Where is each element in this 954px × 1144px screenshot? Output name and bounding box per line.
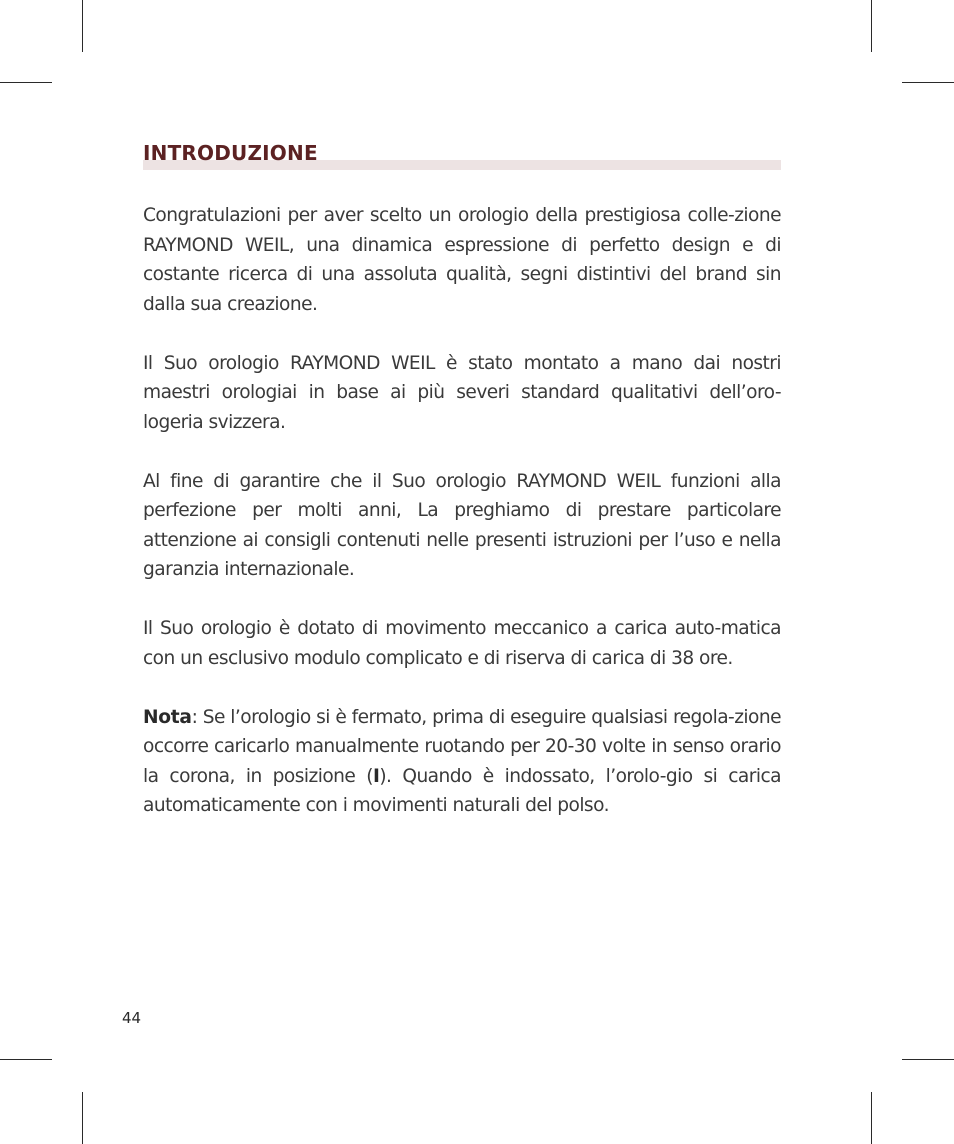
crop-mark-bottom-left-horizontal [0, 1059, 52, 1060]
note-paragraph [143, 703, 781, 821]
crop-mark-bottom-right-horizontal [902, 1059, 954, 1060]
crop-mark-bottom-right-vertical [871, 1092, 872, 1144]
crop-mark-top-left-vertical [82, 0, 83, 52]
section-header [143, 140, 781, 172]
note-text-after: ). Quando è indossato, l’orolo-gio si carica automaticamente con i movimenti naturali del polso. [143, 765, 781, 816]
section-title: INTRODUZIONE [143, 141, 318, 165]
page-number: 44 [122, 1009, 142, 1027]
crown-position: I [372, 765, 380, 787]
note-text-before: : Se l’orologio si è fermato, prima di eseguire qualsiasi regola-zione occorre caricarlo manualmente ruotando per 20-30 volte in senso orario la corona, in posizione ( [143, 706, 781, 787]
note-label: Nota [143, 706, 192, 728]
crop-mark-top-right-horizontal [902, 82, 954, 83]
paragraph-movement: Il Suo orologio è dotato di movimento meccanico a carica auto-matica con un esclusivo modulo complicato e di riserva di carica di 38 ore. [143, 618, 781, 669]
crop-mark-bottom-left-vertical [82, 1092, 83, 1144]
crop-mark-top-left-horizontal [0, 82, 52, 83]
paragraph-care-advice: Al fine di garantire che il Suo orologio RAYMOND WEIL funzioni alla perfezione per molti anni, La preghiamo di prestare particolare attenzione ai consigli contenuti nelle presenti istruzioni per l’uso e nella garanzia internazionale. [143, 470, 781, 580]
crop-mark-top-right-vertical [871, 0, 872, 52]
page-content [143, 140, 781, 821]
paragraph-congratulations: Congratulazioni per aver scelto un orologio della prestigiosa colle-zione RAYMOND WEIL, una dinamica espressione di perfetto design e di costante ricerca di una assoluta qualità, segni distintivi del brand sin dalla sua creazione. [143, 205, 781, 315]
paragraph-assembly: Il Suo orologio RAYMOND WEIL è stato montato a mano dai nostri maestri orologiai in base ai più severi standard qualitativi dell’oro-logeria svizzera. [143, 352, 781, 433]
